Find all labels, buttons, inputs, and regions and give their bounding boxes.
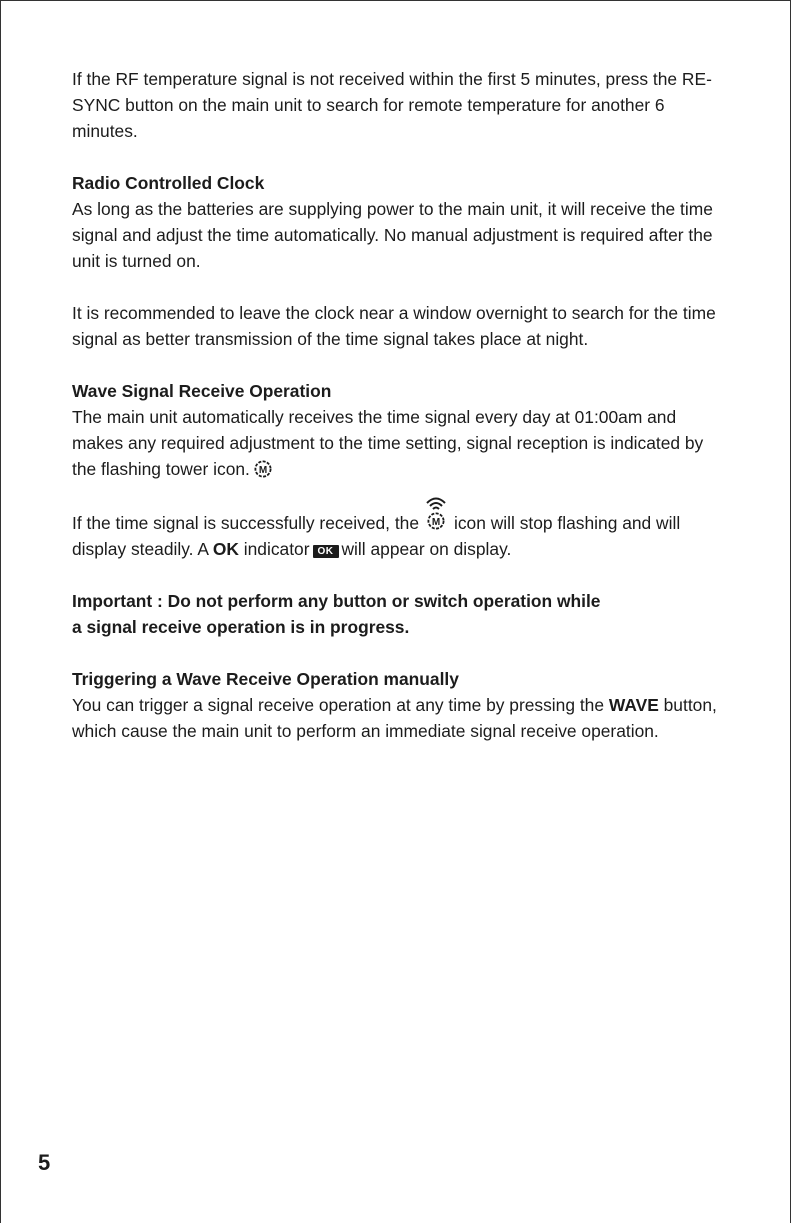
spacer <box>72 274 732 300</box>
important-line-2: a signal receive operation is in progress. <box>72 617 410 637</box>
spacer <box>72 482 732 508</box>
svg-text:M: M <box>258 465 268 476</box>
manual-text-2: button, which cause the main unit to perform an immediate signal receive operation. <box>72 695 717 741</box>
ok-indicator-icon: OK <box>313 545 339 558</box>
wave-signal-text: The main unit automatically receives the time signal every day at 01:00am and makes any required adjustment to the time setting, signal reception is indicated by the flashing tower icon. <box>72 407 704 479</box>
document-body <box>72 66 732 744</box>
important-line-1: Important : Do not perform any button or switch operation while <box>72 591 601 611</box>
radio-tower-icon <box>422 494 450 532</box>
recommendation-paragraph: It is recommended to leave the clock near a window overnight to search for the time signal as better transmission of the time signal takes place at night. <box>72 303 716 349</box>
page-number: 5 <box>38 1150 51 1175</box>
manual-text-1: You can trigger a signal receive operation at any time by pressing the <box>72 695 605 715</box>
radio-clock-heading: Radio Controlled Clock <box>72 173 265 193</box>
ok-word: OK <box>212 539 239 559</box>
wave-signal-paragraph <box>72 404 732 482</box>
success-text-4: will appear on display. <box>341 539 512 559</box>
spacer <box>72 144 732 170</box>
wave-signal-heading: Wave Signal Receive Operation <box>72 381 332 401</box>
success-text-1: If the time signal is successfully received, the <box>72 513 419 533</box>
spacer <box>72 562 732 588</box>
spacer <box>72 352 732 378</box>
success-paragraph <box>72 508 732 562</box>
radio-clock-text: As long as the batteries are supplying power to the main unit, it will receive the time signal and adjust the time automatically. No manual adjustment is required after the unit is turned on. <box>72 199 713 271</box>
manual-paragraph <box>72 692 732 744</box>
wave-word: WAVE <box>608 695 659 715</box>
success-text-3: indicator <box>243 539 310 559</box>
spacer <box>72 640 732 666</box>
resync-paragraph: If the RF temperature signal is not received within the first 5 minutes, press the RE-SYNC button on the main unit to search for remote temperature for another 6 minutes. <box>72 69 712 141</box>
m-badge-icon <box>253 459 273 479</box>
svg-text:M: M <box>431 517 441 528</box>
success-text-2: icon will stop flashing and will display steadily. A <box>72 513 681 559</box>
manual-heading: Triggering a Wave Receive Operation manually <box>72 669 459 689</box>
